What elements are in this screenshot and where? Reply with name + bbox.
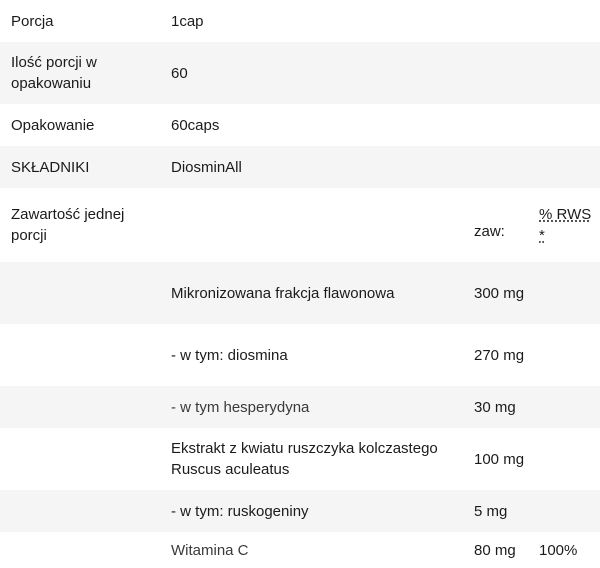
ingredient-amount: 80 mg — [474, 541, 516, 559]
table-row — [0, 42, 600, 104]
ingredient-spacer — [0, 324, 160, 386]
ingredient-rws — [528, 386, 600, 428]
ingredient-spacer — [0, 428, 160, 490]
ingredient-name: - w tym: diosmina — [171, 346, 288, 364]
row-value-skladniki: DiosminAll — [160, 146, 600, 188]
ingredient-row — [0, 532, 600, 568]
row-value-ilosc-porcji: 60 — [160, 42, 600, 104]
ingredient-amount: 100 mg — [474, 450, 525, 468]
ingredient-row — [0, 386, 600, 428]
ingredient-name: - w tym hesperydyna — [160, 386, 463, 428]
ingredient-row — [0, 428, 600, 490]
row-label-porcja: Porcja — [11, 12, 54, 30]
row-value-opakowanie: 60caps — [171, 116, 220, 134]
row-label-skladniki: SKŁADNIKI — [0, 146, 160, 188]
content-header-empty — [160, 188, 463, 262]
ingredient-amount: 270 mg — [474, 346, 525, 364]
ingredient-rws: 100% — [539, 541, 578, 559]
ingredient-spacer — [0, 532, 160, 568]
content-header-amount: zaw: — [474, 222, 505, 240]
ingredient-rws — [528, 428, 600, 490]
ingredient-amount: 5 mg — [463, 490, 528, 532]
content-header-label: Zawartość jednej porcji — [11, 206, 125, 244]
ingredient-spacer — [0, 386, 160, 428]
ingredient-rws — [528, 490, 600, 532]
ingredient-name: Witamina C — [171, 541, 249, 559]
ingredient-row — [0, 324, 600, 386]
ingredient-spacer — [0, 490, 160, 532]
ingredient-rws — [528, 262, 600, 324]
content-header-rws — [528, 188, 600, 262]
table-row — [0, 146, 600, 188]
ingredient-amount: 30 mg — [463, 386, 528, 428]
ingredient-name: - w tym: ruskogeniny — [160, 490, 463, 532]
ingredient-row — [0, 490, 600, 532]
row-label-opakowanie: Opakowanie — [11, 116, 95, 134]
ingredient-spacer — [0, 262, 160, 324]
ingredient-row — [0, 262, 600, 324]
table-row — [0, 0, 600, 42]
table-row-content-header — [0, 188, 600, 262]
ingredient-name: Mikronizowana frakcja flawonowa — [160, 262, 463, 324]
ingredient-rws — [528, 324, 600, 386]
ingredient-amount: 300 mg — [463, 262, 528, 324]
row-value-porcja: 1cap — [171, 12, 204, 30]
rws-header-link[interactable]: % RWS * — [539, 206, 592, 244]
table-row — [0, 104, 600, 146]
row-label-ilosc-porcji: Ilość porcji w opakowaniu — [0, 42, 160, 104]
ingredient-name: Ekstrakt z kwiatu ruszczyka kolczastego Ruscus aculeatus — [171, 440, 438, 478]
